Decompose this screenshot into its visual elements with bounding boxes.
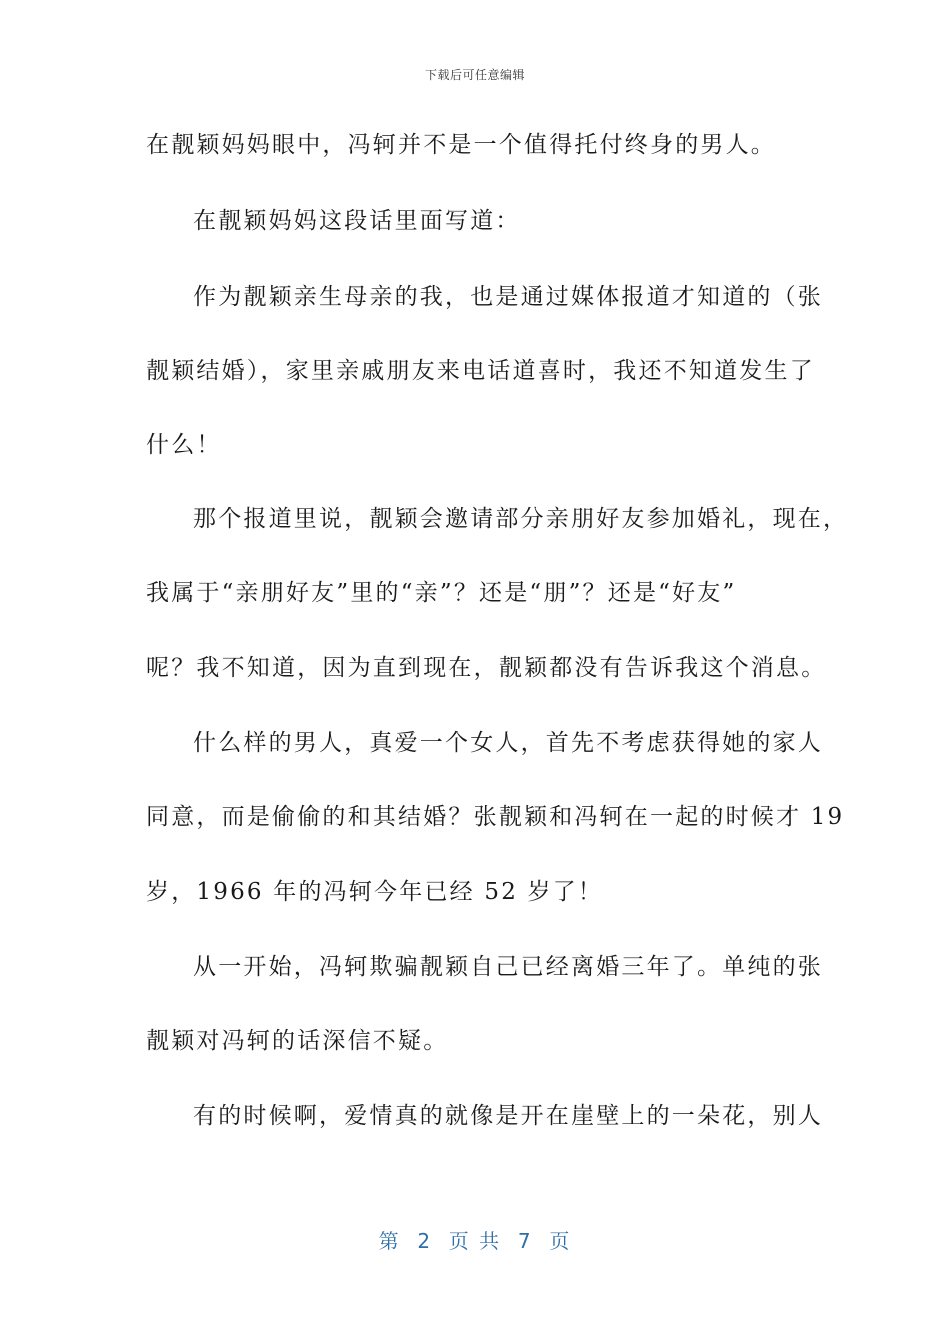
page-header: 下载后可任意编辑: [424, 68, 525, 82]
paragraph-line: 同意，而是偷偷的和其结婚？张靓颖和冯轲在一起的时候才 19: [146, 804, 845, 830]
paragraph-line: 岁，1966 年的冯轲今年已经 52 岁了！: [146, 879, 604, 905]
paragraph-line: 那个报道里说，靓颖会邀请部分亲朋好友参加婚礼，现在，: [193, 506, 849, 532]
paragraph-line: 有的时候啊，爱情真的就像是开在崖壁上的一朵花，别人: [193, 1103, 823, 1129]
paragraph-line: 什么样的男人，真爱一个女人，首先不考虑获得她的家人: [193, 730, 823, 756]
page-number-footer: [0, 1225, 950, 1254]
paragraph-line: 从一开始，冯轲欺骗靓颖自己已经离婚三年了。单纯的张: [193, 954, 823, 980]
paragraph-line: 在靓颖妈妈眼中，冯轲并不是一个值得托付终身的男人。: [146, 132, 776, 158]
paragraph-line: 靓颖对冯轲的话深信不疑。: [146, 1028, 449, 1054]
paragraph-line: 我属于“亲朋好友”里的“亲”？还是“朋”？还是“好友”: [146, 580, 737, 606]
paragraph-line: 靓颖结婚），家里亲戚朋友来电话道喜时，我还不知道发生了: [146, 358, 815, 384]
page-number-text: 第 2 页 共 7 页: [378, 1229, 572, 1253]
paragraph-line: 在靓颖妈妈这段话里面写道：: [193, 208, 521, 234]
paragraph-line: 什么！: [146, 432, 222, 458]
paragraph-line: 呢？我不知道，因为直到现在，靓颖都没有告诉我这个消息。: [146, 655, 827, 681]
paragraph-line: 作为靓颖亲生母亲的我，也是通过媒体报道才知道的（张: [193, 284, 823, 310]
